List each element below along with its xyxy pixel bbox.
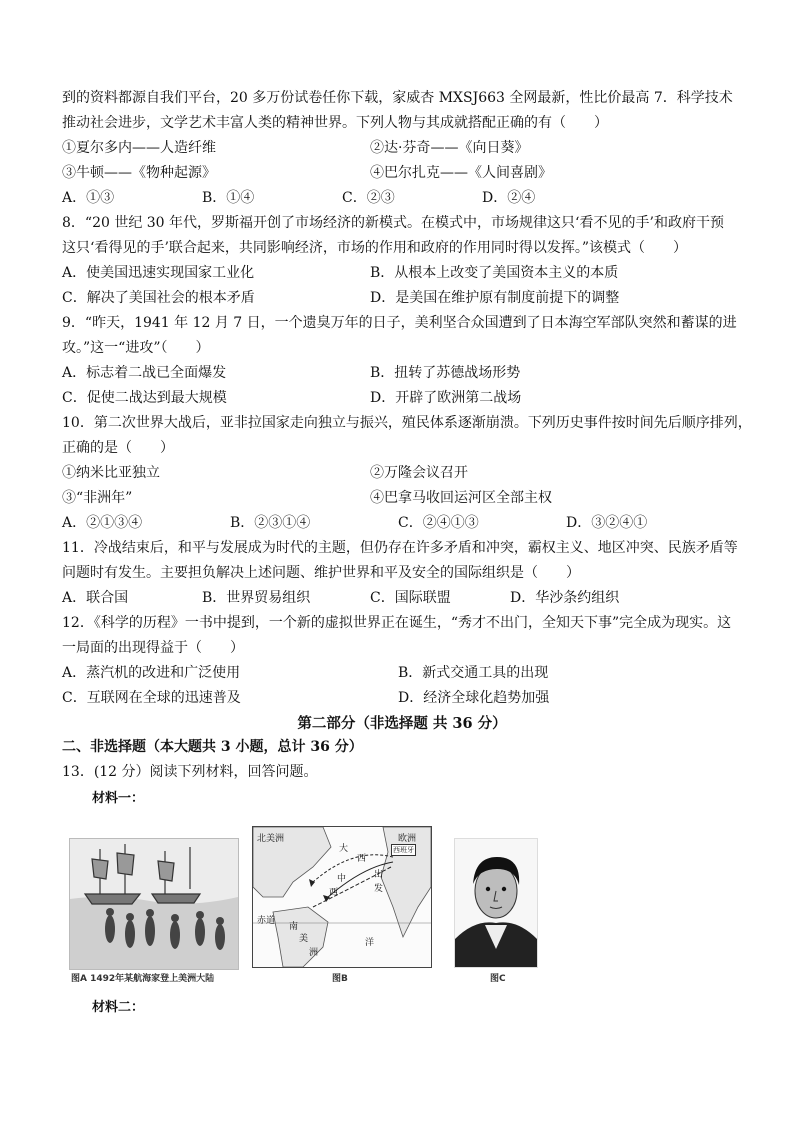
material-two-label: 材料二： [92,1000,145,1015]
figure-a-caption: 图A 1492年某航海家登上美洲大陆 [71,974,215,984]
map-label-europe: 欧洲 [398,834,417,844]
map-label-zhong: 中 [337,874,347,884]
map-label-xi2: 西 [329,888,339,898]
section-two-title: 二、非选择题（本大题共 3 小题，总计 36 分） [62,739,363,755]
map-label-da: 大 [339,844,349,854]
map-label-chu: 出 [374,870,384,880]
q10-item-1: ①纳米比亚独立 [62,465,160,481]
q8-stem-line1: 8．“20 世纪 30 年代，罗斯福开创了市场经济的新模式。在模式中，市场规律这只‘看不见的手’和政府干预 [62,215,724,231]
q7-item-1: ①夏尔多内——人造纤维 [62,140,216,156]
q11-option-c: C．国际联盟 [370,590,451,606]
q11-stem-line2: 问题时有发生。主要担负解决上述问题、维护世界和平及安全的国际组织是（ ） [62,565,580,581]
map-label-nan: 南 [289,922,299,932]
q8-stem-line2: 这只‘看得见的手’联合起来，共同影响经济，市场的作用和政府的作用同时得以发挥。”该模式（ ） [62,240,688,256]
q7-item-4: ④巴尔扎克——《人间喜剧》 [370,165,552,181]
q9-option-a: A．标志着二战已全面爆发 [62,365,227,381]
q10-item-4: ④巴拿马收回运河区全部主权 [370,490,552,506]
q12-option-d: D．经济全球化趋势加强 [398,690,550,706]
figure-b-caption: 图B [332,974,348,984]
map-label-yang: 洋 [365,938,375,948]
q10-option-c: C．②④①③ [398,515,479,531]
q9-option-d: D．开辟了欧洲第二战场 [370,390,522,406]
q11-option-d: D．华沙条约组织 [510,590,620,606]
q11-option-b: B．世界贸易组织 [202,590,311,606]
q10-item-2: ②万隆会议召开 [370,465,468,481]
q10-option-b: B．②③①④ [230,515,311,531]
map-label-spain: 西班牙 [393,846,414,854]
q12-option-b: B．新式交通工具的出现 [398,665,549,681]
q7-item-3: ③牛顿——《物种起源》 [62,165,216,181]
q7-option-d: D．②④ [482,190,536,206]
map-label-xi: 西 [357,854,367,864]
q12-stem-line2: 一局面的出现得益于（ ） [62,640,244,656]
figure-b-voyage-map [252,826,432,968]
q13-stem: 13．(12 分）阅读下列材料，回答问题。 [62,764,318,780]
q12-option-a: A．蒸汽机的改进和广泛使用 [62,665,241,681]
q7-stem-line2: 推动社会进步，文学艺术丰富人类的精神世界。下列人物与其成就搭配正确的有（ ） [62,115,608,131]
q10-item-3: ③“非洲年” [62,490,133,506]
q8-option-c: C．解决了美国社会的根本矛盾 [62,290,255,306]
map-label-mei: 美 [299,934,309,944]
material-one-label: 材料一： [92,791,145,806]
map-label-equator: 赤道 [257,916,276,926]
q9-option-b: B．扭转了苏德战场形势 [370,365,521,381]
q12-stem-line1: 12．《科学的历程》一书中提到，一个新的虚拟世界正在诞生，“秀才不出门，全知天下事”完全成为现实。这 [62,615,732,631]
q11-option-a: A．联合国 [62,590,129,606]
q7-stem-line1: 到的资料都源自我们平台，20 多万份试卷任你下载，家威杏 MXSJ663 全网最新，性比价最高 7．科学技术 [62,90,733,106]
q7-option-c: C．②③ [342,190,395,206]
figure-c-caption: 图C [490,974,506,984]
q9-stem-line1: 9．“昨天，1941 年 12 月 7 日，一个遗臭万年的日子，美利坚合众国遭到了日本海空军部队突然和蓄谋的进 [62,315,737,331]
q11-stem-line1: 11．冷战结束后，和平与发展成为时代的主题，但仍存在许多矛盾和冲突，霸权主义、地区冲突、民族矛盾等 [62,540,738,556]
q8-option-d: D．是美国在维护原有制度前提下的调整 [370,290,620,306]
q7-item-2: ②达·芬奇——《向日葵》 [370,140,529,156]
q7-option-a: A．①③ [62,190,115,206]
q10-stem-line2: 正确的是（ ） [62,440,174,456]
figure-a-landing-engraving [69,838,239,970]
q12-option-c: C．互联网在全球的迅速普及 [62,690,241,706]
part-two-title: 第二部分（非选择题 共 36 分） [297,715,507,732]
q10-stem-line1: 10．第二次世界大战后，亚非拉国家走向独立与振兴，殖民体系逐渐崩溃。下列历史事件按时间先后顺序排列， [62,415,752,431]
q8-option-b: B．从根本上改变了美国资本主义的本质 [370,265,619,281]
q7-option-b: B．①④ [202,190,255,206]
q9-stem-line2: 攻。”这一“进攻”（ ） [62,340,210,356]
q8-option-a: A．使美国迅速实现国家工业化 [62,265,255,281]
q9-option-c: C．促使二战达到最大规模 [62,390,227,406]
q10-option-a: A．②①③④ [62,515,143,531]
map-label-fa: 发 [374,884,384,894]
map-label-north-america: 北美洲 [257,834,285,844]
figure-c-portrait [454,838,538,968]
map-label-zhou: 洲 [309,948,319,958]
q10-option-d: D．③②④① [566,515,648,531]
